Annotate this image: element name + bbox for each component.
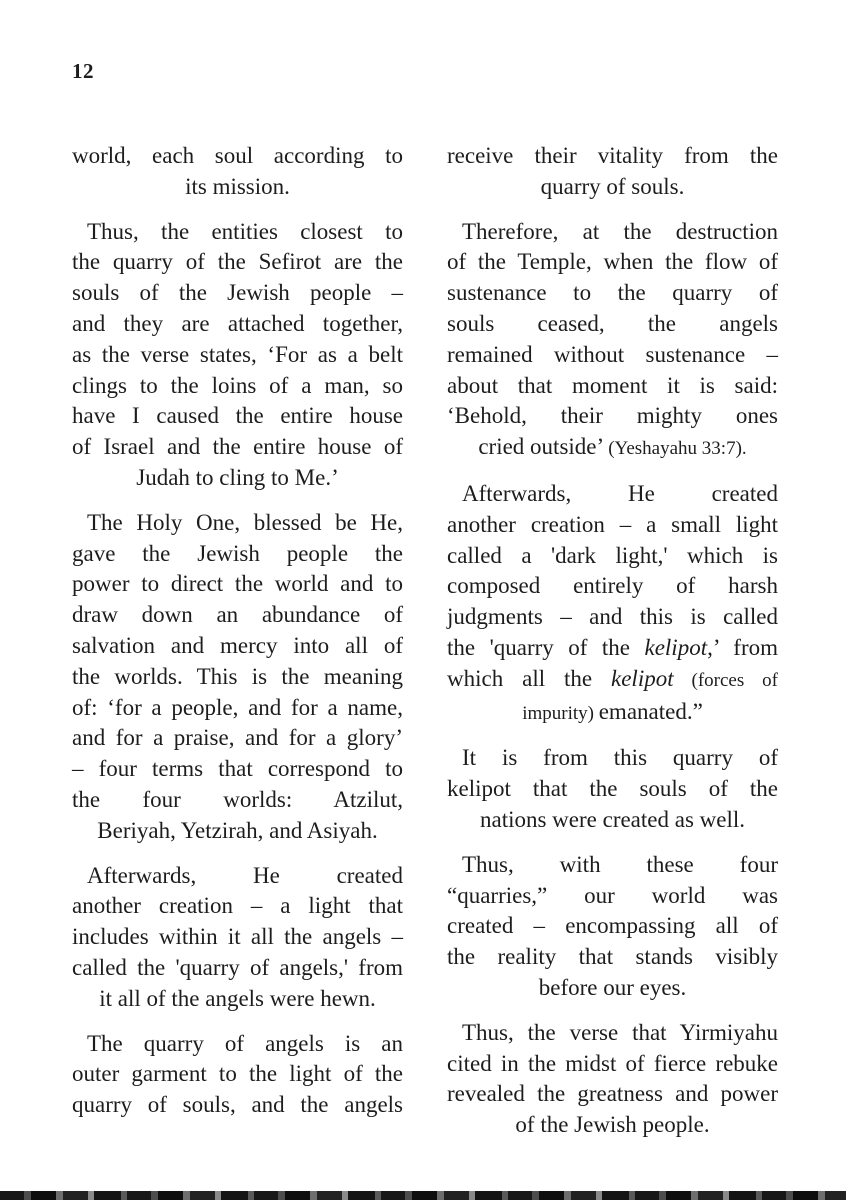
text-run: cried outside’ (478, 434, 609, 460)
text-column-left (72, 141, 403, 1141)
text-line (447, 432, 778, 465)
text-line (447, 1110, 778, 1141)
text-run: salvation and mercy into all of (72, 632, 403, 658)
text-line (72, 723, 403, 754)
text-line (447, 278, 778, 309)
text-run: receive their vitality from the (447, 143, 778, 168)
text-run: souls ceased, the angels (447, 310, 778, 336)
text-line (72, 463, 403, 494)
text-run: the 'quarry of the (447, 634, 645, 660)
text-line (72, 401, 403, 432)
text-line (72, 432, 403, 463)
text-run: includes within it all the angels – (72, 924, 403, 950)
text-line (447, 774, 778, 805)
text-run: Thus, the entities closest to (87, 218, 403, 244)
text-line (72, 247, 403, 278)
text-line (447, 141, 778, 172)
text-line (72, 1029, 403, 1060)
text-line (72, 891, 403, 922)
text-line (72, 172, 403, 203)
paragraph (72, 1029, 403, 1121)
text-line (447, 541, 778, 572)
text-line (447, 697, 778, 730)
text-line (72, 785, 403, 816)
italic-term: kelipot (611, 665, 674, 691)
text-line (447, 371, 778, 402)
text-run: draw down an abundance of (72, 602, 403, 628)
paragraph (447, 743, 778, 835)
text-line (72, 141, 403, 172)
text-run: have I caused the entire house (72, 403, 403, 429)
text-run: outer garment to the light of the (72, 1061, 403, 1087)
text-line (72, 693, 403, 724)
text-line (72, 662, 403, 693)
text-line (447, 942, 778, 973)
text-run: the quarry of the Sefirot are the (72, 249, 403, 275)
text-line (72, 278, 403, 309)
text-line (72, 953, 403, 984)
text-run: created – encompassing all of (447, 913, 778, 939)
text-line (72, 600, 403, 631)
scan-edge-bottom (0, 1191, 846, 1200)
text-run: cited in the midst of fierce rebuke (447, 1050, 778, 1076)
citation-note: (Yeshayahu 33:7). (608, 438, 747, 460)
text-line (447, 1079, 778, 1110)
text-line (72, 816, 403, 847)
text-line (447, 340, 778, 371)
citation-note: impurity) (522, 702, 599, 724)
text-run: souls of the Jewish people – (72, 280, 403, 306)
text-run: the worlds. This is the meaning (72, 663, 403, 689)
text-run: of: ‘for a people, and for a name, (72, 694, 403, 720)
text-run: called a 'dark light,' which is (447, 542, 778, 568)
text-line (72, 508, 403, 539)
paragraph (447, 141, 778, 203)
text-line (447, 1018, 778, 1049)
text-run: quarry of souls, and the angels (72, 1092, 403, 1118)
text-run: Therefore, at the destruction (462, 218, 778, 244)
text-run: judgments – and this is called (447, 604, 778, 630)
text-line (72, 340, 403, 371)
text-run: ‘Behold, their mighty ones (447, 403, 778, 429)
text-run: revealed the greatness and power (447, 1081, 778, 1107)
paragraph (72, 141, 403, 203)
text-line (447, 401, 778, 432)
text-column-right (447, 141, 778, 1141)
text-line (72, 217, 403, 248)
text-run: Judah to cling to Me.’ (136, 464, 339, 490)
paragraph (72, 508, 403, 847)
text-line (72, 539, 403, 570)
text-run: nations were created as well. (479, 806, 746, 832)
text-line (447, 217, 778, 248)
text-line (72, 1090, 403, 1121)
text-run: “quarries,” our world was (447, 882, 778, 908)
text-run: about that moment it is said: (447, 372, 778, 398)
text-run: of Israel and the entire house of (72, 434, 403, 460)
text-run: before our eyes. (538, 974, 687, 1000)
text-run: and they are attached together, (72, 310, 403, 336)
text-line (447, 743, 778, 774)
text-run: sustenance to the quarry of (447, 280, 778, 306)
text-line (447, 479, 778, 510)
text-run: Thus, the verse that Yirmiyahu (462, 1019, 778, 1045)
text-run: the four worlds: Atzilut, (72, 786, 403, 812)
text-line (447, 1049, 778, 1080)
text-columns (72, 141, 778, 1141)
text-line (447, 172, 778, 203)
text-run: another creation – a small light (447, 511, 778, 537)
text-line (447, 633, 778, 664)
text-run: clings to the loins of a man, so (72, 372, 403, 398)
text-run: gave the Jewish people the (72, 540, 403, 566)
text-run: Afterwards, He created (87, 862, 403, 888)
text-run: of the Jewish people. (515, 1112, 710, 1138)
text-line (447, 571, 778, 602)
paragraph (447, 850, 778, 1004)
text-run: it all of the angels were hewn. (99, 985, 376, 1011)
text-line (72, 309, 403, 340)
text-run: and for a praise, and for a glory’ (72, 725, 403, 751)
paragraph (447, 1018, 778, 1141)
paragraph (72, 217, 403, 494)
text-run: emanated.” (598, 698, 703, 724)
text-line (447, 247, 778, 278)
text-run: – four terms that correspond to (72, 756, 403, 782)
text-run: the reality that stands visibly (447, 944, 778, 970)
text-line (447, 309, 778, 340)
text-run: Thus, with these four (462, 851, 778, 877)
paragraph (72, 861, 403, 1015)
text-line (447, 850, 778, 881)
text-run: The quarry of angels is an (87, 1030, 403, 1056)
text-line (447, 881, 778, 912)
text-line (72, 922, 403, 953)
text-run: world, each soul according to (72, 143, 403, 168)
citation-note: (forces of (673, 669, 778, 691)
text-line (447, 805, 778, 836)
text-line (447, 911, 778, 942)
text-line (447, 510, 778, 541)
text-line (447, 664, 778, 697)
text-line (72, 754, 403, 785)
text-line (72, 371, 403, 402)
text-run: composed entirely of harsh (447, 573, 778, 599)
text-run: which all the (447, 665, 612, 691)
page-number: 12 (72, 59, 94, 83)
text-run: its mission. (185, 173, 290, 199)
text-run: The Holy One, blessed be He, (87, 509, 403, 535)
text-line (72, 984, 403, 1015)
text-line (447, 973, 778, 1004)
text-run: another creation – a light that (72, 893, 403, 919)
text-run: Beriyah, Yetzirah, and Asiyah. (97, 817, 378, 843)
italic-term: kelipot (644, 634, 708, 660)
text-run: kelipot that the souls of the (447, 776, 778, 802)
paragraph (447, 479, 778, 729)
text-run: quarry of souls. (540, 173, 685, 199)
text-run: of the Temple, when the flow of (447, 249, 778, 275)
text-run: as the verse states, ‘For as a belt (72, 341, 403, 367)
text-line (72, 569, 403, 600)
paragraph (447, 217, 778, 465)
text-run: ,’ from (707, 634, 778, 660)
text-run: power to direct the world and to (72, 571, 403, 597)
text-run: remained without sustenance – (447, 341, 778, 367)
text-line (72, 861, 403, 892)
text-run: It is from this quarry of (462, 745, 778, 771)
text-run: called the 'quarry of angels,' from (72, 954, 403, 980)
text-line (72, 631, 403, 662)
text-line (447, 602, 778, 633)
text-line (72, 1059, 403, 1090)
text-run: Afterwards, He created (462, 480, 778, 506)
